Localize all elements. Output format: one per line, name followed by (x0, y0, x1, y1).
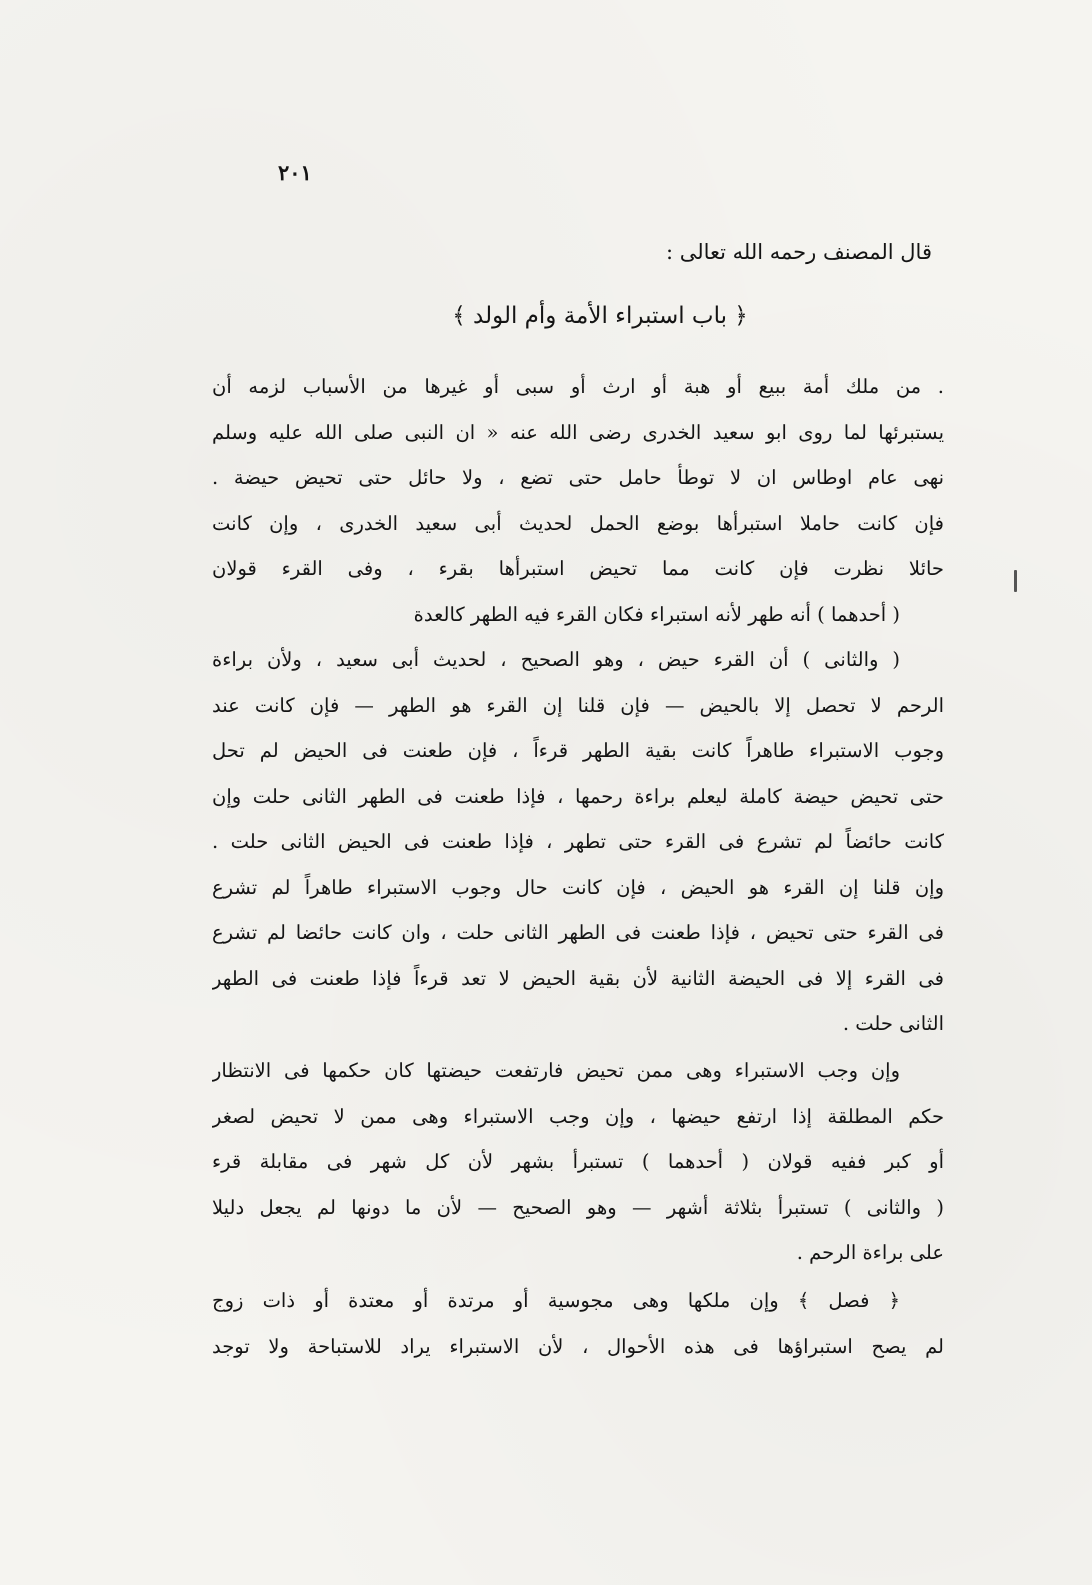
paragraph-fasl (212, 1278, 944, 1369)
text-line: نهى عام اوطاس ان لا توطأ حامل حتى تضع ، ولا حائل حتى تحيض حيضة . (212, 466, 944, 489)
margin-mark (1014, 570, 1017, 592)
text-line: على براءة الرحم . (796, 1241, 944, 1264)
text-line: فإن كانت حاملا استبرأها بوضع الحمل لحديث أبى سعيد الخدرى ، وإن كانت (212, 511, 944, 535)
text-line: وإن وجب الاستبراء وهى ممن تحيض فارتفعت حيضتها كان حكمها فى الانتظار (212, 1059, 900, 1082)
text-line: حتى تحيض حيضة كاملة ليعلم براءة رحمها ، فإذا طعنت فى الطهر الثانى حلت وإن (212, 784, 944, 808)
text-line: وإن قلنا إن القرء هو الحيض ، فإن كانت حال وجوب الاستبراء طاهراً لم تشرع (212, 875, 944, 899)
paragraph-main (212, 364, 944, 1047)
text-line: ﴿ فصل ﴾ وإن ملكها وهى مجوسية أو مرتدة أو معتدة أو ذات زوج (212, 1289, 900, 1312)
text-line: الرحم لا تحصل إلا بالحيض — فإن قلنا إن القرء هو الطهر — فإن كانت عند (212, 693, 944, 717)
author-line: قال المصنف رحمه الله تعالى : (665, 240, 932, 264)
text-line: يستبرئها لما روى ابو سعيد الخدرى رضى الله عنه « ان النبى صلى الله عليه وسلم (212, 420, 944, 444)
text-line: ( والثانى ) أن القرء حيض ، وهو الصحيح ، لحديث أبى سعيد ، ولأن براءة (212, 648, 900, 671)
page-number: ٢٠١ (278, 160, 312, 185)
text-line: لم يصح استبراؤها فى هذه الأحوال ، لأن الاستبراء يراد للاستباحة ولا توجد (212, 1334, 944, 1358)
text-line: ( والثانى ) تستبرأ بثلاثة أشهر — وهو الصحيح — لأن ما دونها لم يجعل دليلا (212, 1195, 944, 1219)
paragraph-istibra (212, 1048, 944, 1276)
text-line: فى القرء إلا فى الحيضة الثانية لأن بقية الحيض لا تعد قرءاً فإذا طعنت فى الطهر (212, 966, 944, 990)
text-line: . من ملك أمة ببيع أو هبة أو ارث أو سبى أو غيرها من الأسباب لزمه أن (212, 375, 944, 398)
text-line: كانت حائضاً لم تشرع فى القرء حتى تطهر ، فإذا طعنت فى الحيض الثانى حلت . (212, 830, 944, 853)
text-line: وجوب الاستبراء طاهراً كانت بقية الطهر قرءاً ، فإن طعنت فى الحيض لم تحل (212, 739, 944, 762)
text-line: أو كبر ففيه قولان ( أحدهما ) تستبرأ بشهر لأن كل شهر فى مقابلة قرء (212, 1150, 944, 1173)
text-line: الثانى حلت . (842, 1012, 944, 1035)
chapter-title: ﴿ باب استبراء الأمة وأم الولد ﴾ (452, 303, 748, 329)
text-line: حائلا نظرت فإن كانت مما تحيض استبرأها بقرء ، وفى القرء قولان (212, 557, 944, 580)
text-line: فى القرء حتى تحيض ، فإذا طعنت فى الطهر الثانى حلت ، وان كانت حائضا لم تشرع (212, 921, 944, 944)
text-line: ( أحدهما ) أنه طهر لأنه استبراء فكان القرء فيه الطهر كالعدة (413, 602, 900, 626)
text-line: حكم المطلقة إذا ارتفع حيضها ، وإن وجب الاستبراء وهى ممن لا تحيض لصغر (212, 1104, 944, 1128)
